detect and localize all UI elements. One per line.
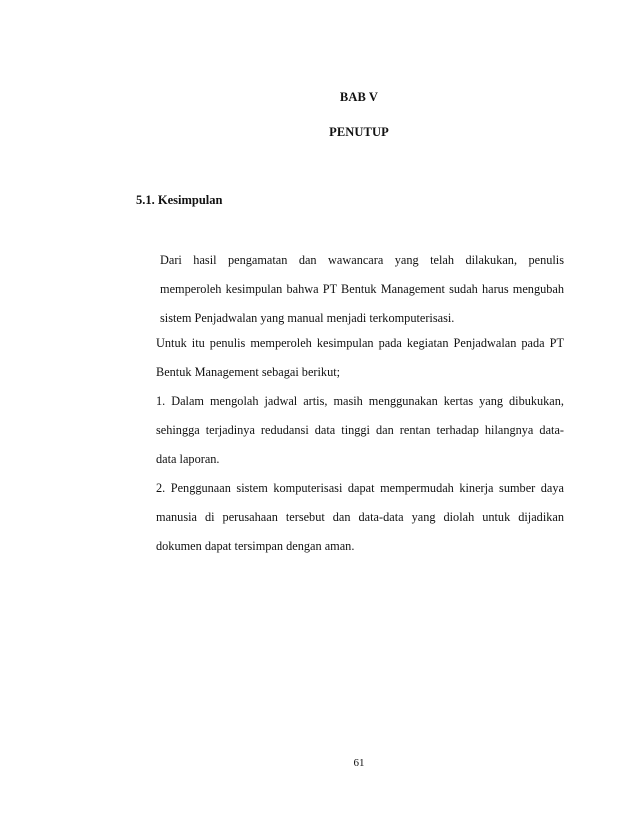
chapter-label: BAB V	[339, 90, 379, 104]
paragraph-conclusion-lead	[156, 329, 564, 387]
list-item-1	[156, 387, 564, 474]
paragraph-line: Bentuk Management sebagai berikut;	[156, 365, 341, 379]
section-heading: 5.1. Kesimpulan	[136, 193, 223, 207]
paragraph-line: 2. Penggunaan sistem komputerisasi dapat mempermudah kinerja sumber daya	[156, 481, 564, 495]
list-item-2	[156, 474, 564, 561]
paragraph-conclusion-intro	[160, 246, 564, 333]
chapter-title: PENUTUP	[329, 125, 389, 139]
paragraph-line: dokumen dapat tersimpan dengan aman.	[156, 539, 355, 553]
paragraph-line: sistem Penjadwalan yang manual menjadi terkomputerisasi.	[160, 311, 455, 325]
paragraph-line: 1. Dalam mengolah jadwal artis, masih menggunakan kertas yang dibukukan,	[156, 394, 564, 408]
paragraph-line: Untuk itu penulis memperoleh kesimpulan pada kegiatan Penjadwalan pada PT	[156, 336, 564, 350]
paragraph-line: sehingga terjadinya redudansi data tinggi dan rentan terhadap hilangnya data-	[156, 423, 564, 437]
paragraph-line: memperoleh kesimpulan bahwa PT Bentuk Management sudah harus mengubah	[160, 282, 564, 296]
page-number: 61	[353, 757, 365, 769]
paragraph-line: data laporan.	[156, 452, 220, 466]
paragraph-line: Dari hasil pengamatan dan wawancara yang telah dilakukan, penulis	[160, 253, 564, 267]
paragraph-line: manusia di perusahaan tersebut dan data-data yang diolah untuk dijadikan	[156, 510, 564, 524]
